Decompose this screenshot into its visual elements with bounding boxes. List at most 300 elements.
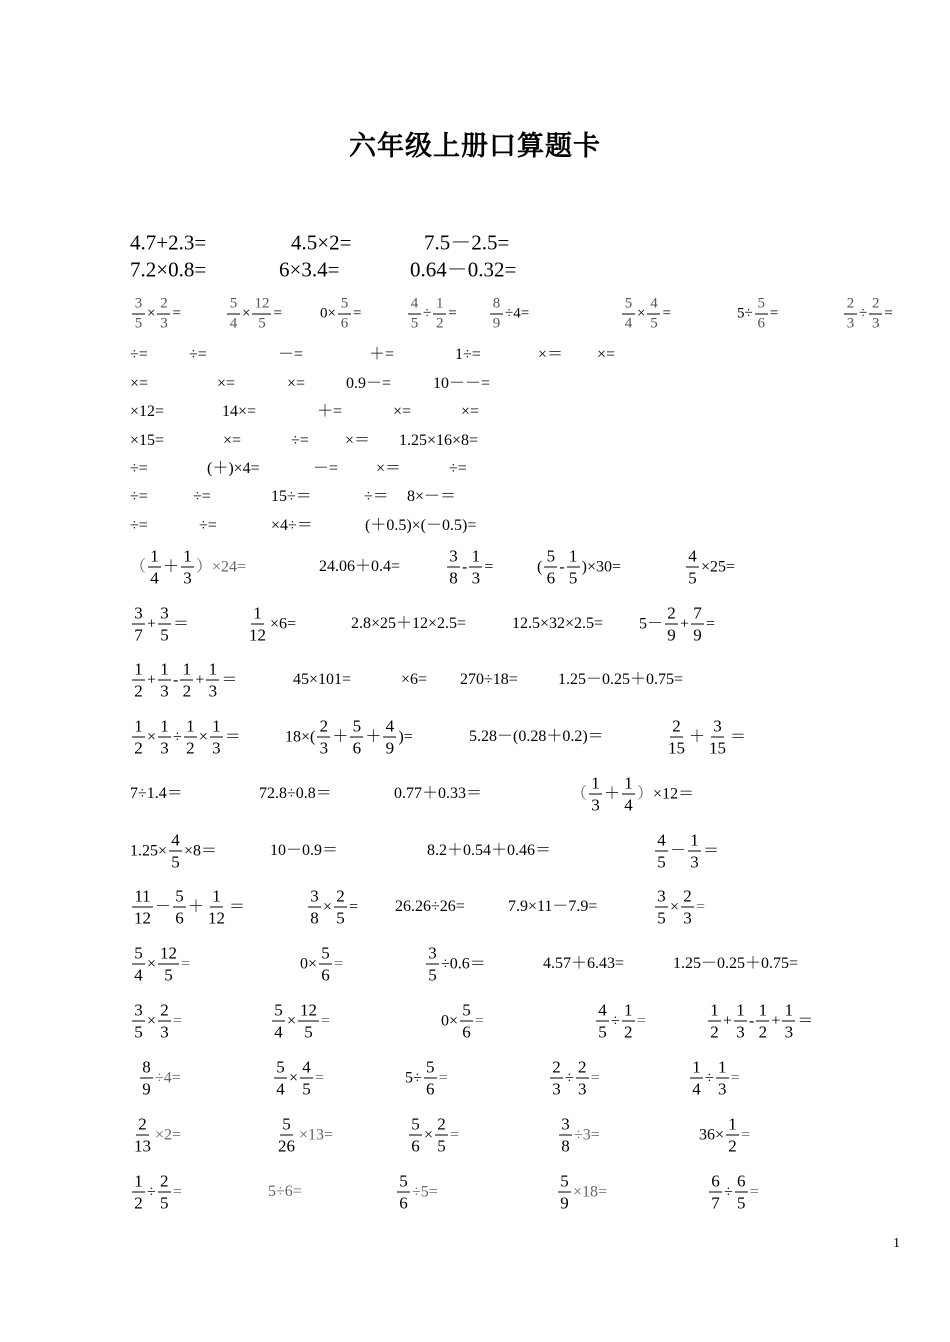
- math-problem: [199, 518, 217, 534]
- math-problem: [138, 1059, 181, 1098]
- expression-text: ×: [198, 728, 208, 745]
- math-problem: [543, 956, 624, 972]
- fraction: [247, 605, 268, 644]
- fraction-numerator: 5: [274, 1059, 287, 1079]
- fraction: [716, 1059, 729, 1098]
- math-problem: [699, 1116, 750, 1155]
- expression-text: =: [273, 305, 282, 322]
- fraction-denominator: 6: [340, 315, 349, 332]
- expression-text: ）×24=: [196, 558, 247, 575]
- expression-text: +: [680, 615, 690, 632]
- fraction-denominator: 5: [160, 625, 169, 645]
- fraction-denominator: 26: [278, 1136, 295, 1156]
- expression-text: 2.8×25＋12×2.5=: [351, 615, 467, 632]
- math-problem: [293, 672, 351, 688]
- fraction-numerator: 1: [782, 1002, 795, 1022]
- expression-text: 36×: [699, 1126, 725, 1143]
- fraction-numerator: 1: [469, 548, 482, 568]
- fraction-numerator: 3: [426, 945, 439, 965]
- expression-text: =: [475, 1012, 485, 1029]
- expression-text: ×: [147, 1012, 157, 1029]
- math-problem: [556, 1173, 607, 1212]
- expression-text: ×=: [393, 403, 412, 420]
- fraction-numerator: 12: [300, 1000, 318, 1020]
- expression-text: ×=: [287, 375, 306, 392]
- expression-text: 1.25×16×8=: [399, 432, 479, 449]
- expression-text: 26.26÷26=: [395, 898, 465, 915]
- fraction-denominator: 3: [683, 908, 692, 928]
- fraction: [158, 661, 171, 700]
- expression-text: =: [172, 305, 181, 322]
- fraction-numerator: 2: [681, 888, 694, 908]
- fraction-numerator: 1: [622, 775, 635, 795]
- expression-text: ）: [637, 785, 654, 802]
- fraction: [655, 888, 668, 927]
- expression-text: 270÷18=: [460, 671, 518, 688]
- expression-text: ×12=: [130, 403, 165, 420]
- expression-text: ＝: [703, 842, 720, 859]
- math-problem: [130, 433, 164, 449]
- expression-text: 0×: [300, 955, 318, 972]
- fraction-denominator: 5: [428, 965, 437, 985]
- expression-text: ×: [670, 898, 680, 915]
- fraction-denominator: 4: [229, 315, 238, 332]
- fraction: [869, 297, 882, 332]
- expression-text: 1÷=: [455, 346, 481, 363]
- math-problem: [653, 832, 719, 871]
- fraction: [132, 661, 145, 700]
- fraction-denominator: 4: [134, 965, 143, 985]
- fraction: [709, 1173, 722, 1212]
- fraction: [622, 297, 635, 332]
- fraction-denominator: 9: [693, 625, 702, 645]
- expression-text: ＝: [173, 615, 190, 632]
- math-problem: [271, 518, 313, 534]
- math-problem: [548, 1059, 600, 1098]
- fraction-denominator: 4: [624, 315, 633, 332]
- expression-text: ÷=: [130, 346, 148, 363]
- fraction-numerator: 2: [665, 605, 678, 625]
- fraction-denominator: 9: [385, 738, 395, 758]
- fraction: [567, 548, 580, 587]
- fraction: [308, 888, 321, 927]
- math-problem: [271, 489, 312, 505]
- expression-text: 5－: [639, 615, 664, 632]
- fraction-numerator: 7: [691, 605, 704, 625]
- fraction-denominator: 3: [160, 315, 168, 332]
- fraction-denominator: 5: [657, 852, 666, 872]
- math-problem: [639, 605, 715, 644]
- fraction: [274, 1059, 287, 1098]
- math-problem: [268, 1184, 302, 1200]
- fraction-denominator: 5: [164, 965, 173, 985]
- fraction-numerator: 1: [210, 888, 223, 908]
- fraction: [666, 718, 687, 757]
- fraction-denominator: 5: [437, 1136, 446, 1156]
- fraction: [707, 718, 728, 757]
- expression-text: ×: [323, 898, 333, 915]
- fraction-numerator: 2: [576, 1059, 589, 1079]
- expression-text: =: [636, 1012, 646, 1029]
- expression-text: =: [438, 1069, 448, 1086]
- math-problem: [351, 616, 466, 632]
- expression-text: 1.25－0.25＋0.75=: [558, 671, 684, 688]
- fraction-denominator: 3: [319, 738, 329, 758]
- fraction: [180, 661, 193, 700]
- math-problem: [225, 297, 282, 332]
- math-problem: [376, 461, 401, 477]
- expression-text: 7.9×11－7.9=: [508, 898, 598, 915]
- fraction: [317, 718, 330, 757]
- math-problem: [460, 672, 518, 688]
- math-problem: [393, 404, 411, 420]
- math-problem: [300, 945, 343, 984]
- math-problem: [424, 945, 486, 984]
- expression-text: ＋: [188, 898, 205, 915]
- fraction-denominator: 5: [258, 315, 266, 332]
- expression-text: =: [173, 1012, 183, 1029]
- fraction: [756, 1002, 769, 1041]
- fraction-numerator: 8: [490, 297, 503, 315]
- fraction: [426, 945, 439, 984]
- expression-text: 45×101=: [293, 671, 352, 688]
- math-problem: [364, 489, 389, 505]
- fraction: [181, 548, 194, 587]
- math-problem: [407, 489, 456, 505]
- expression-text: =: [450, 1126, 460, 1143]
- expression-text: (＋)×4=: [207, 460, 260, 477]
- fraction-denominator: 2: [182, 681, 192, 701]
- math-problem: [285, 718, 413, 757]
- fraction-denominator: 3: [183, 568, 192, 588]
- expression-text: -: [462, 558, 468, 575]
- math-problem: [207, 461, 260, 477]
- fraction-numerator: 5: [338, 297, 351, 315]
- expression-text: 0.77＋0.33＝: [394, 785, 483, 802]
- fraction-denominator: 12: [249, 625, 266, 645]
- expression-text: 0.64－0.32=: [410, 257, 517, 282]
- expression-text: 5÷: [737, 305, 753, 322]
- fraction-denominator: 5: [568, 568, 578, 588]
- fraction-numerator: 1: [251, 605, 264, 625]
- expression-text: ÷=: [189, 346, 207, 363]
- fraction-numerator: 4: [408, 297, 421, 315]
- fraction-denominator: 5: [598, 1022, 607, 1042]
- fraction-numerator: 1: [158, 718, 171, 738]
- fraction: [132, 945, 145, 984]
- math-problem: [189, 347, 207, 363]
- fraction-numerator: 12: [252, 297, 271, 315]
- math-problem: [130, 1116, 181, 1155]
- expression-text: =: [334, 955, 344, 972]
- math-problem: [320, 297, 361, 332]
- fraction: [158, 605, 171, 644]
- expression-text: =: [181, 955, 191, 972]
- math-problem: [653, 888, 705, 927]
- fraction-denominator: 2: [710, 1022, 719, 1042]
- fraction-denominator: 12: [134, 908, 151, 928]
- expression-text: ×: [147, 728, 157, 745]
- fraction-numerator: 4: [383, 718, 396, 738]
- fraction-numerator: 1: [622, 1002, 635, 1022]
- fraction: [708, 1002, 721, 1041]
- fraction: [686, 548, 699, 587]
- expression-text: ÷: [859, 305, 868, 322]
- expression-text: ×4÷＝: [271, 517, 313, 534]
- math-problem: [130, 257, 207, 282]
- fraction: [408, 297, 421, 332]
- math-problem: [223, 433, 241, 449]
- expression-text: ×8＝: [184, 842, 218, 859]
- fraction: [734, 1002, 747, 1041]
- math-problem: [469, 729, 604, 745]
- fraction-numerator: 5: [227, 297, 240, 315]
- fraction-denominator: 5: [171, 852, 180, 872]
- math-problem: [537, 548, 621, 587]
- math-problem: [130, 945, 190, 984]
- math-problem: [441, 1002, 484, 1041]
- expression-text: =: [315, 1069, 325, 1086]
- fraction: [206, 888, 227, 927]
- math-problem: [394, 786, 482, 802]
- expression-text: ×: [637, 305, 646, 322]
- fraction-numerator: 5: [460, 1002, 473, 1022]
- expression-text: 7÷1.4＝: [130, 785, 183, 802]
- fraction-denominator: 3: [552, 1079, 561, 1099]
- expression-text: (: [537, 558, 543, 575]
- expression-text: －=: [313, 460, 339, 477]
- expression-text: ＋: [604, 785, 621, 802]
- math-problem: [455, 347, 481, 363]
- fraction-numerator: 5: [350, 718, 363, 738]
- fraction-denominator: 6: [352, 738, 362, 758]
- math-problem: [272, 1059, 324, 1098]
- fraction-numerator: 1: [132, 1173, 145, 1193]
- fraction-denominator: 4: [150, 568, 159, 588]
- fraction-denominator: 3: [591, 795, 600, 815]
- expression-text: =: [662, 305, 671, 322]
- math-problem: [424, 230, 510, 255]
- expression-text: ÷: [173, 728, 182, 745]
- math-problem: [345, 433, 370, 449]
- math-problem: [130, 461, 148, 477]
- fraction-numerator: 2: [158, 1173, 171, 1193]
- expression-text: 4.5×2=: [291, 230, 352, 255]
- fraction: [447, 548, 460, 587]
- fraction-numerator: 1: [726, 1116, 739, 1136]
- fraction-numerator: 1: [206, 661, 219, 681]
- math-problem: [405, 1059, 448, 1098]
- math-problem: [130, 548, 246, 587]
- expression-text: ÷: [724, 1183, 733, 1200]
- expression-text: =: [321, 1012, 331, 1029]
- fraction-numerator: 4: [596, 1002, 609, 1022]
- math-problem: [558, 672, 683, 688]
- math-problem: [399, 433, 478, 449]
- fraction: [490, 297, 503, 332]
- fraction-numerator: 1: [210, 718, 223, 738]
- fraction-numerator: 4: [169, 832, 182, 852]
- expression-text: =: [741, 1126, 751, 1143]
- expression-text: 12.5×32×2.5=: [512, 615, 604, 632]
- fraction-denominator: 4: [274, 1022, 283, 1042]
- expression-text: =: [448, 305, 457, 322]
- fraction-numerator: 4: [647, 297, 660, 315]
- fraction-denominator: 9: [142, 1079, 151, 1099]
- fraction-numerator: 1: [716, 1059, 729, 1079]
- fraction-denominator: 13: [134, 1136, 151, 1156]
- math-problem: [130, 718, 241, 757]
- expression-text: 14×=: [222, 403, 257, 420]
- fraction-denominator: 3: [208, 681, 218, 701]
- expression-text: =: [696, 898, 706, 915]
- expression-text: －: [155, 898, 172, 915]
- expression-text: 4.7+2.3=: [130, 230, 207, 255]
- math-problem: [317, 404, 342, 420]
- expression-text: ÷: [147, 1183, 156, 1200]
- fraction-numerator: 4: [655, 832, 668, 852]
- math-problem: [842, 297, 893, 332]
- fraction-denominator: 5: [160, 1193, 169, 1213]
- math-problem: [433, 376, 490, 392]
- fraction-denominator: 6: [399, 1193, 408, 1213]
- fraction-denominator: 12: [208, 908, 226, 928]
- expression-text: =: [352, 305, 362, 322]
- fraction: [210, 718, 223, 757]
- fraction: [272, 1002, 285, 1041]
- expression-text: )×30=: [581, 558, 622, 575]
- fraction-numerator: 3: [711, 718, 724, 738]
- math-problem: [688, 1059, 740, 1098]
- math-problem: [365, 518, 476, 534]
- expression-text: ×25=: [701, 558, 736, 575]
- fraction: [665, 605, 678, 644]
- expression-text: ÷5=: [412, 1183, 438, 1200]
- expression-text: =: [172, 1183, 182, 1200]
- fraction-denominator: 6: [462, 1022, 471, 1042]
- expression-text: ×6=: [270, 615, 297, 632]
- expression-text: ×=: [217, 375, 236, 392]
- expression-text: 7.2×0.8=: [130, 257, 207, 282]
- math-problem: [130, 376, 148, 392]
- expression-text: －=: [278, 346, 304, 363]
- math-problem: [445, 548, 493, 587]
- fraction-denominator: 2: [186, 738, 195, 758]
- fraction: [558, 1173, 571, 1212]
- fraction-denominator: 9: [492, 315, 501, 332]
- math-problem: [427, 843, 551, 859]
- fraction-denominator: 9: [667, 625, 676, 645]
- fraction: [726, 1116, 739, 1155]
- fraction-numerator: 1: [690, 1059, 703, 1079]
- fraction-numerator: 3: [559, 1116, 572, 1136]
- math-problem: [130, 1173, 182, 1212]
- math-problem: [287, 376, 305, 392]
- fraction-denominator: 15: [668, 738, 685, 758]
- math-problem: [461, 404, 479, 420]
- fraction: [559, 1116, 572, 1155]
- expression-text: )=: [398, 728, 413, 745]
- fraction-denominator: 3: [690, 852, 699, 872]
- fraction-denominator: 6: [757, 315, 765, 332]
- fraction-numerator: 5: [173, 888, 186, 908]
- expression-text: 18×(: [285, 728, 316, 745]
- expression-text: ÷0.6＝: [441, 955, 486, 972]
- fraction-numerator: 1: [756, 1002, 769, 1022]
- fraction-numerator: 1: [734, 1002, 747, 1022]
- expression-text: ＝: [730, 728, 747, 745]
- fraction-denominator: 3: [846, 315, 855, 332]
- fraction-denominator: 5: [410, 315, 419, 332]
- fraction: [158, 1173, 171, 1212]
- fraction-numerator: 1: [567, 548, 580, 568]
- fraction: [544, 548, 557, 587]
- expression-text: 5÷: [405, 1069, 422, 1086]
- fraction-denominator: 5: [134, 1022, 143, 1042]
- math-problem: [130, 489, 148, 505]
- expression-text: ÷=: [291, 432, 309, 449]
- expression-text: ÷=: [199, 517, 217, 534]
- fraction: [688, 832, 701, 871]
- fraction: [169, 832, 182, 871]
- fraction-denominator: 6: [321, 965, 330, 985]
- fraction: [681, 888, 694, 927]
- fraction-denominator: 6: [546, 568, 556, 588]
- math-problem: [620, 297, 671, 332]
- fraction: [424, 1059, 437, 1098]
- fraction-denominator: 5: [650, 315, 658, 332]
- expression-text: ÷: [705, 1069, 714, 1086]
- math-problem: [130, 1002, 182, 1041]
- fraction: [383, 718, 396, 757]
- fraction: [596, 1002, 609, 1041]
- fraction-denominator: 5: [302, 1079, 311, 1099]
- fraction-numerator: 3: [132, 605, 145, 625]
- math-problem: [130, 888, 245, 927]
- fraction-denominator: 3: [471, 568, 481, 588]
- fraction-numerator: 5: [132, 945, 145, 965]
- fraction-denominator: 5: [304, 1022, 313, 1042]
- fraction: [184, 718, 197, 757]
- fraction-numerator: 2: [157, 297, 170, 315]
- expression-text: ×15=: [130, 432, 165, 449]
- fraction-denominator: 2: [758, 1022, 768, 1042]
- fraction-numerator: 5: [319, 945, 332, 965]
- expression-text: ×: [147, 305, 156, 322]
- expression-text: =: [884, 305, 893, 322]
- fraction-numerator: 1: [148, 548, 161, 568]
- math-problem: [369, 347, 394, 363]
- fraction-numerator: 2: [334, 888, 347, 908]
- fraction-numerator: 5: [409, 1116, 422, 1136]
- fraction-numerator: 1: [184, 718, 197, 738]
- math-problem: [664, 718, 746, 757]
- math-problem: [279, 257, 340, 282]
- math-problem: [259, 786, 332, 802]
- math-problem: [571, 775, 694, 814]
- fraction-numerator: 6: [709, 1173, 722, 1193]
- fraction-numerator: 1: [132, 661, 145, 681]
- fraction-denominator: 6: [426, 1079, 435, 1099]
- math-problem: [737, 297, 778, 332]
- expression-text: 10－－=: [433, 375, 491, 392]
- fraction-numerator: 1: [589, 775, 602, 795]
- fraction-denominator: 5: [134, 315, 143, 332]
- fraction: [132, 1002, 145, 1041]
- expression-text: =: [749, 1183, 759, 1200]
- fraction: [782, 1002, 795, 1041]
- expression-text: 72.8÷0.8＝: [259, 785, 332, 802]
